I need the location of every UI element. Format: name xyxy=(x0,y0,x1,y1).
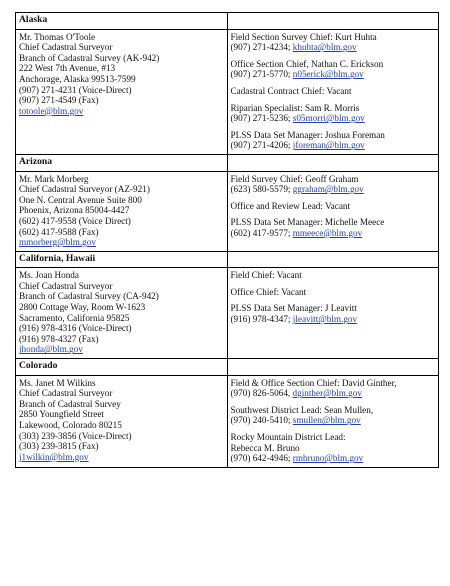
staff-title-line: Field Survey Chief: Geoff Graham xyxy=(230,173,359,184)
state-name: Arizona xyxy=(16,154,228,171)
chief-contact-line: Mr. Thomas O'Toole xyxy=(19,31,96,42)
staff-title-line: Southwest District Lead: Sean Mullen, xyxy=(230,404,374,415)
staff-phone: (907) 271-5236; xyxy=(230,113,293,124)
staff-phone-email-line xyxy=(231,113,436,124)
staff-phone-email-line xyxy=(231,228,436,239)
chief-contact-line: Ms. Joan Honda xyxy=(19,270,79,281)
staff-phone-email-line xyxy=(231,69,436,80)
staff-email-link[interactable]: jleavitt@blm.gov xyxy=(292,314,358,325)
staff-contacts-cell xyxy=(227,171,439,251)
staff-phone: (970) 240-5410; xyxy=(230,415,293,426)
state-name: Colorado xyxy=(16,359,228,376)
staff-phone-email-line xyxy=(231,388,436,399)
staff-phone-email-line xyxy=(231,453,436,464)
staff-email-link[interactable]: khuhta@blm.gov xyxy=(292,42,357,53)
state-header-row xyxy=(16,154,439,171)
office-row xyxy=(16,268,439,359)
staff-phone-email-line xyxy=(231,42,436,53)
staff-title-line: PLSS Data Set Manager: Michelle Meece xyxy=(230,217,385,228)
chief-contact-line: (907) 271-4549 (Fax) xyxy=(19,95,99,106)
staff-phone-email-line xyxy=(231,314,436,325)
office-row xyxy=(16,171,439,251)
staff-contacts-cell xyxy=(227,375,439,467)
office-row xyxy=(16,375,439,467)
chief-contact-line: (602) 417-9558 (Voice Direct) xyxy=(19,215,131,226)
staff-email-link[interactable]: mmeece@blm.gov xyxy=(292,227,363,238)
chief-email-link[interactable]: totoole@blm.gov xyxy=(19,105,84,116)
chief-contact-line: 2850 Youngfield Street xyxy=(19,409,104,420)
staff-title-line: Office Section Chief, Nathan C. Erickson xyxy=(230,58,384,69)
staff-phone: (907) 271-5770; xyxy=(230,69,293,80)
chief-contact-cell xyxy=(16,375,228,467)
chief-contact-line: Phoenix, Arizona 85004-4427 xyxy=(19,205,130,216)
staff-email-link[interactable]: jforeman@blm.gov xyxy=(292,140,365,151)
chief-contact-line: Ms. Janet M Wilkins xyxy=(19,377,96,388)
chief-contact-line: 2800 Cottage Way, Room W-1623 xyxy=(19,302,146,313)
state-name: Alaska xyxy=(16,13,228,30)
table-body xyxy=(16,13,439,468)
chief-contact-line: 222 West 7th Avenue, #13 xyxy=(19,63,116,74)
chief-email-link[interactable]: jhonda@blm.gov xyxy=(19,344,83,355)
staff-contacts-cell xyxy=(227,29,439,154)
staff-email-link[interactable]: n05erick@blm.gov xyxy=(292,69,364,80)
chief-contact-line: (907) 271-4231 (Voice-Direct) xyxy=(19,84,132,95)
staff-phone: (602) 417-9577; xyxy=(230,227,293,238)
staff-title-line: Cadastral Contract Chief: Vacant xyxy=(230,85,352,96)
state-header-row xyxy=(16,13,439,30)
staff-title-line: Office and Review Lead: Vacant xyxy=(230,200,351,211)
staff-title-line: Field Section Survey Chief: Kurt Huhta xyxy=(230,31,377,42)
staff-title-line: Rebecca M. Bruno xyxy=(230,442,300,453)
chief-contact-cell xyxy=(16,29,228,154)
chief-contact-line: (303) 239-3815 (Fax) xyxy=(19,441,99,452)
staff-phone: (907) 271-4234; xyxy=(230,42,293,53)
chief-contact-line: Mr. Mark Morberg xyxy=(19,173,89,184)
staff-phone: (907) 271-4206; xyxy=(230,140,293,151)
chief-contact-cell xyxy=(16,268,228,359)
staff-phone: (916) 978-4347; xyxy=(230,314,293,325)
office-row xyxy=(16,29,439,154)
staff-phone: (623) 580-5579; xyxy=(230,184,293,195)
staff-title-line: Field Chief: Vacant xyxy=(230,270,302,281)
staff-phone-email-line xyxy=(231,415,436,426)
staff-title-line: Riparian Specialist: Sam R. Morris xyxy=(230,102,360,113)
state-header-empty xyxy=(227,359,439,376)
chief-email-link[interactable]: mmorberg@blm.gov xyxy=(19,237,96,248)
state-header-empty xyxy=(227,154,439,171)
chief-contact-line: (916) 978-4316 (Voice-Direct) xyxy=(19,323,132,334)
chief-email-link[interactable]: j1wilkin@blm.gov xyxy=(19,451,89,462)
chief-contact-line: Lakewood, Colorado 80215 xyxy=(19,420,122,430)
staff-phone-email-line xyxy=(231,140,436,151)
staff-title-line: Office Chief: Vacant xyxy=(230,286,307,297)
chief-contact-line: (916) 978-4327 (Fax) xyxy=(19,333,99,344)
chief-contact-line: Branch of Cadastral Survey xyxy=(19,398,121,409)
staff-email-link[interactable]: ggraham@blm.gov xyxy=(292,184,364,195)
chief-contact-line: Chief Cadastral Surveyor xyxy=(19,280,113,291)
state-name: California, Hawaii xyxy=(16,251,228,268)
state-header-empty xyxy=(227,13,439,30)
state-header-empty xyxy=(227,251,439,268)
chief-contact-line: Branch of Cadastral Survey (CA-942) xyxy=(19,291,159,302)
chief-contact-line: (303) 239-3856 (Voice-Direct) xyxy=(19,430,132,441)
chief-contact-line: Sacramento, California 95825 xyxy=(19,312,130,323)
state-header-row xyxy=(16,251,439,268)
staff-phone-email-line xyxy=(231,184,436,195)
chief-contact-line: Chief Cadastral Surveyor xyxy=(19,42,113,53)
staff-email-link[interactable]: rmbruno@blm.gov xyxy=(292,453,364,464)
staff-phone: (970) 642-4946; xyxy=(230,453,293,464)
chief-contact-line: Branch of Cadastral Survey (AK-942) xyxy=(19,52,160,63)
staff-email-link[interactable]: smullen@blm.gov xyxy=(292,415,361,426)
chief-contact-cell xyxy=(16,171,228,251)
staff-email-link[interactable]: dginther@blm.gov xyxy=(292,388,362,399)
chief-contact-line: Anchorage, Alaska 99513-7599 xyxy=(19,73,136,84)
chief-contact-line: Chief Cadastral Surveyor (AZ-921) xyxy=(19,184,150,195)
staff-title-line: PLSS Data Set Manager: Joshua Foreman xyxy=(230,129,385,140)
staff-title-line: PLSS Data Set Manager: J Leavitt xyxy=(230,303,357,314)
staff-title-line: Field & Office Section Chief: David Ginther, xyxy=(230,377,397,388)
staff-title-line: Rocky Mountain District Lead: xyxy=(230,432,346,442)
state-header-row xyxy=(16,359,439,376)
chief-contact-line: (602) 417-9588 (Fax) xyxy=(19,226,99,237)
chief-contact-line: One N. Central Avenue Suite 800 xyxy=(19,194,142,205)
staff-email-link[interactable]: s05morri@blm.gov xyxy=(292,113,365,124)
staff-phone: (970) 826-5064, xyxy=(230,388,293,399)
staff-contacts-cell xyxy=(227,268,439,359)
contact-directory-table xyxy=(15,12,439,468)
chief-contact-line: Chief Cadastral Surveyor xyxy=(19,388,113,399)
